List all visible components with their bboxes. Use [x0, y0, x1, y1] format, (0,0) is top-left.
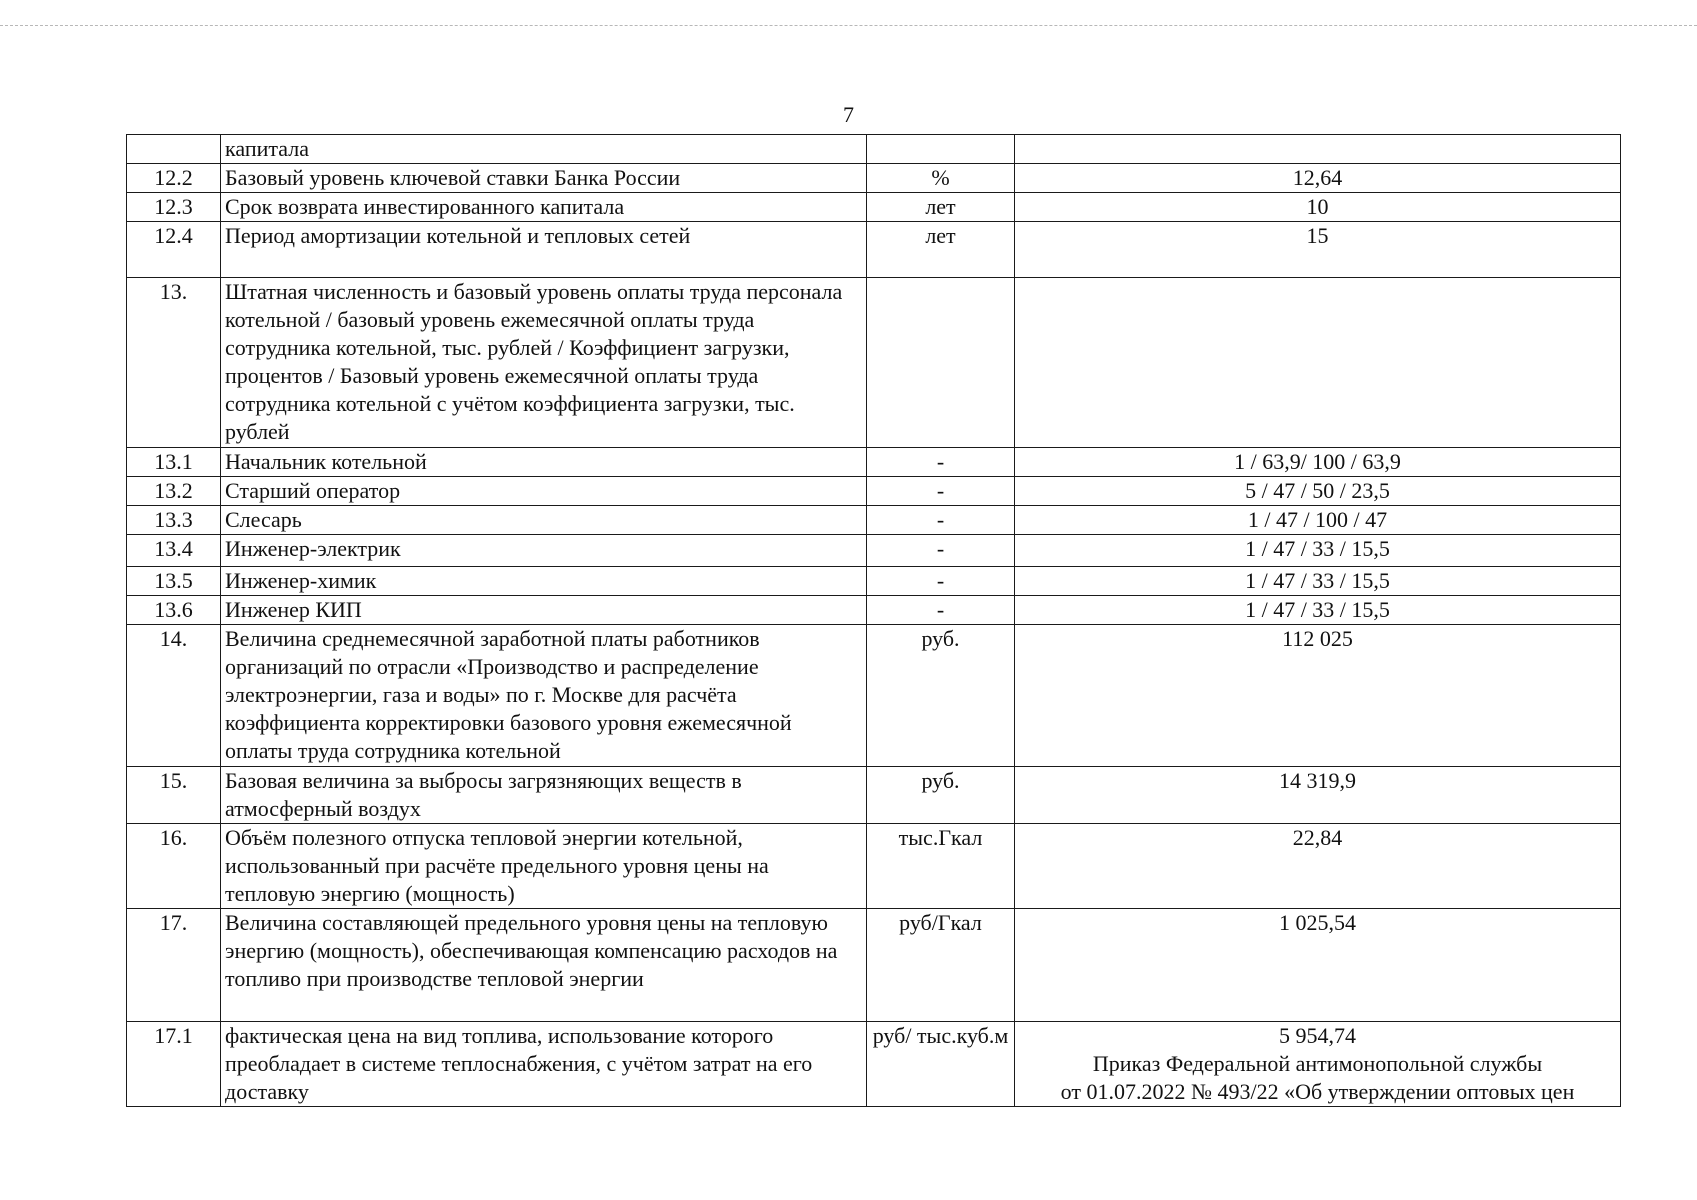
- row-description: Величина составляющей предельного уровня цены на тепловую энергию (мощность), обеспечивающая компенсацию расходов на топливо при производстве тепловой энергии: [221, 909, 867, 1022]
- row-description: капитала: [221, 135, 867, 164]
- row-unit: -: [867, 477, 1015, 506]
- row-unit: руб.: [867, 767, 1015, 824]
- row-description: Инженер-химик: [221, 567, 867, 596]
- row-unit: [867, 278, 1015, 448]
- row-number: 13.5: [127, 567, 221, 596]
- page-number: 7: [843, 102, 854, 127]
- row-unit: тыс.Гкал: [867, 824, 1015, 909]
- row-value-line: 1 / 47 / 33 / 15,5: [1245, 568, 1390, 593]
- table-row: [127, 1022, 1621, 1107]
- row-value-line: 14 319,9: [1279, 768, 1356, 793]
- table-row: [127, 567, 1621, 596]
- row-value-line: 1 / 47 / 33 / 15,5: [1245, 536, 1390, 561]
- row-unit: руб.: [867, 625, 1015, 767]
- row-value-line: 1 025,54: [1279, 910, 1356, 935]
- row-unit: -: [867, 567, 1015, 596]
- row-value-line: 10: [1306, 194, 1329, 219]
- row-value-line: 5 / 47 / 50 / 23,5: [1245, 478, 1390, 503]
- row-description: Базовый уровень ключевой ставки Банка России: [221, 164, 867, 193]
- row-description: Период амортизации котельной и тепловых сетей: [221, 222, 867, 278]
- row-description: Инженер-электрик: [221, 535, 867, 567]
- row-unit: лет: [867, 222, 1015, 278]
- row-value: [1015, 278, 1621, 448]
- row-value-line: 1 / 47 / 33 / 15,5: [1245, 597, 1390, 622]
- row-unit: -: [867, 535, 1015, 567]
- row-number: 12.4: [127, 222, 221, 278]
- row-value-line: 5 954,74: [1279, 1023, 1356, 1048]
- row-value: [1015, 135, 1621, 164]
- row-description: Старший оператор: [221, 477, 867, 506]
- row-number: [127, 135, 221, 164]
- row-description: Слесарь: [221, 506, 867, 535]
- row-value: [1015, 222, 1621, 278]
- row-description: Срок возврата инвестированного капитала: [221, 193, 867, 222]
- row-number: 17.: [127, 909, 221, 1022]
- table-row: [127, 278, 1621, 448]
- row-value-line: Приказ Федеральной антимонопольной службы: [1092, 1051, 1543, 1076]
- table-row: [127, 535, 1621, 567]
- row-value: [1015, 625, 1621, 767]
- row-number: 17.1: [127, 1022, 221, 1107]
- table-row: [127, 222, 1621, 278]
- row-number: 13.1: [127, 448, 221, 477]
- row-unit: руб/Гкал: [867, 909, 1015, 1022]
- row-value: [1015, 567, 1621, 596]
- row-unit: лет: [867, 193, 1015, 222]
- table-row: [127, 625, 1621, 767]
- row-value-line: 1 / 47 / 100 / 47: [1247, 507, 1388, 532]
- row-unit: [867, 135, 1015, 164]
- row-number: 12.3: [127, 193, 221, 222]
- row-value-line: 112 025: [1282, 626, 1353, 651]
- row-value: [1015, 477, 1621, 506]
- row-value-line: от 01.07.2022 № 493/22 «Об утверждении оптовых цен: [1060, 1079, 1575, 1104]
- table-row: [127, 506, 1621, 535]
- row-value: [1015, 1022, 1621, 1107]
- row-value: [1015, 193, 1621, 222]
- row-value: [1015, 596, 1621, 625]
- row-description: Базовая величина за выбросы загрязняющих веществ в атмосферный воздух: [221, 767, 867, 824]
- row-value: [1015, 767, 1621, 824]
- row-value-line: 15: [1306, 223, 1329, 248]
- parameters-table: [126, 134, 1621, 1107]
- row-unit: руб/ тыс.куб.м: [867, 1022, 1015, 1107]
- row-number: 12.2: [127, 164, 221, 193]
- row-value: [1015, 506, 1621, 535]
- table-row: [127, 135, 1621, 164]
- row-number: 13.2: [127, 477, 221, 506]
- row-unit: -: [867, 596, 1015, 625]
- row-number: 16.: [127, 824, 221, 909]
- row-value: [1015, 535, 1621, 567]
- table-row: [127, 909, 1621, 1022]
- row-value-line: 1 / 63,9/ 100 / 63,9: [1234, 449, 1401, 474]
- row-number: 13.: [127, 278, 221, 448]
- row-description: Инженер КИП: [221, 596, 867, 625]
- row-unit: -: [867, 448, 1015, 477]
- row-description: Объём полезного отпуска тепловой энергии котельной, использованный при расчёте предельного уровня цены на тепловую энергию (мощность): [221, 824, 867, 909]
- row-value: [1015, 824, 1621, 909]
- table-row: [127, 164, 1621, 193]
- row-unit: %: [867, 164, 1015, 193]
- row-description: фактическая цена на вид топлива, использование которого преобладает в системе теплоснабжения, с учётом затрат на его доставку: [221, 1022, 867, 1107]
- row-number: 13.3: [127, 506, 221, 535]
- table-row: [127, 448, 1621, 477]
- table-row: [127, 193, 1621, 222]
- table-body: [127, 135, 1621, 1107]
- row-number: 13.4: [127, 535, 221, 567]
- row-value: [1015, 448, 1621, 477]
- table-row: [127, 477, 1621, 506]
- row-value: [1015, 164, 1621, 193]
- scan-edge-line: [0, 25, 1697, 26]
- table-row: [127, 824, 1621, 909]
- row-number: 15.: [127, 767, 221, 824]
- row-unit: -: [867, 506, 1015, 535]
- table-row: [127, 596, 1621, 625]
- row-description: Начальник котельной: [221, 448, 867, 477]
- row-number: 13.6: [127, 596, 221, 625]
- row-description: Величина среднемесячной заработной платы работников организаций по отрасли «Производство и распределение электроэнергии, газа и воды» по г. Москве для расчёта коэффициента корректировки базового уровня ежемесячной оплаты труда сотрудника котельной: [221, 625, 867, 767]
- row-number: 14.: [127, 625, 221, 767]
- row-description: Штатная численность и базовый уровень оплаты труда персонала котельной / базовый уровень ежемесячной оплаты труда сотрудника котельной, тыс. рублей / Коэффициент загрузки, процентов / Базовый уровень ежемесячной оплаты труда сотрудника котельной с учётом коэффициента загрузки, тыс. рублей: [221, 278, 867, 448]
- row-value-line: 22,84: [1292, 825, 1343, 850]
- row-value: [1015, 909, 1621, 1022]
- row-value-line: 12,64: [1292, 165, 1343, 190]
- table-row: [127, 767, 1621, 824]
